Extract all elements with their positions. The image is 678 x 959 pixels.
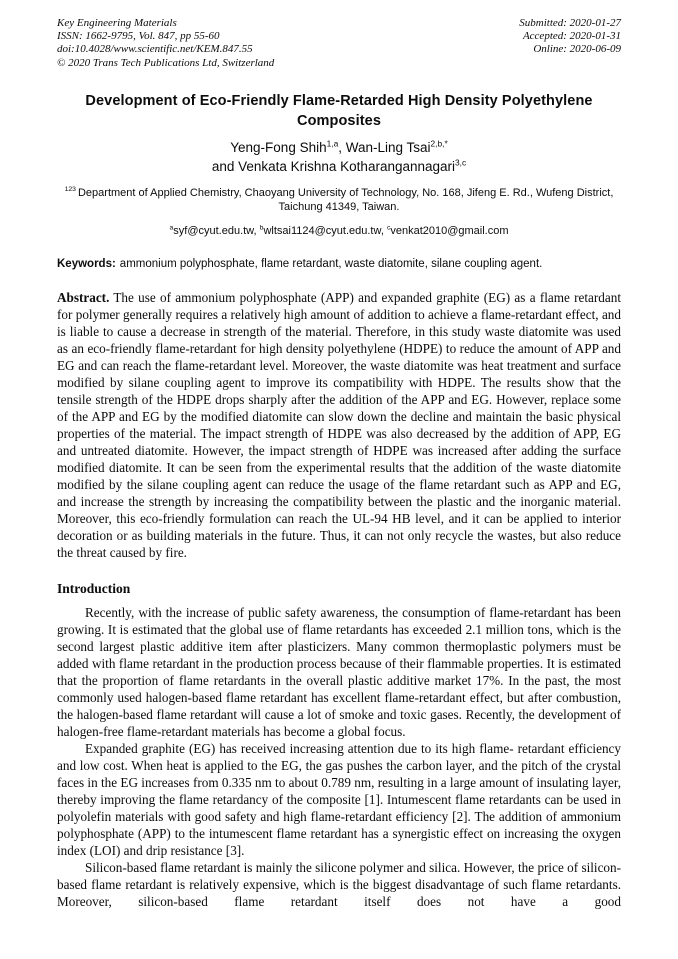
author-2: Wan-Ling Tsai: [345, 139, 431, 155]
journal-copyright: © 2020 Trans Tech Publications Ltd, Switzerland: [57, 56, 275, 69]
journal-name: Key Engineering Materials: [57, 17, 177, 29]
email-3: venkat2010@gmail.com: [390, 224, 509, 237]
affiliation: [57, 186, 621, 215]
introduction-paragraph-3: Silicon-based flame retardant is mainly the silicone polymer and silica. However, the price of silicon-based flame retardant is relatively expensive, which is the biggest disadvantage of such flame retardants. Moreover, silicon-based flame retardant itself does not have a good: [57, 859, 621, 909]
keywords-text: ammonium polyphosphate, flame retardant, waste diatomite, silane coupling agent.: [119, 257, 543, 270]
email-line: [57, 224, 621, 238]
author-3: and Venkata Krishna Kotharangannagari: [211, 158, 456, 174]
author-2-superscript: 2,b,*: [430, 138, 448, 149]
journal-doi: doi:10.4028/www.scientific.net/KEM.847.55: [57, 43, 253, 56]
abstract-paragraph: [57, 289, 621, 561]
online-date: Online: 2020-06-09: [533, 43, 621, 56]
author-3-superscript: 3,c: [455, 157, 467, 168]
keywords-line: [57, 257, 621, 272]
authors-line-2: [57, 157, 621, 176]
email-2-superscript: b: [259, 224, 264, 232]
section-heading-introduction: Introduction: [57, 580, 131, 596]
journal-issn-volume: ISSN: 1662-9795, Vol. 847, pp 55-60: [57, 30, 220, 43]
affiliation-superscript: 123: [64, 186, 76, 194]
introduction-paragraph-1: Recently, with the increase of public safety awareness, the consumption of flame-retardant has been growing. It is estimated that the global use of flame retardants has exceeded 2.1 million tons, which is the second largest plastic additive item after plasticizers. Many common thermoplastic polymers must be added with flame retardant in the production process because of their flammable properties. It is estimated that the proportion of flame retardants in the overall plastic additive market 17%. In the past, the most commonly used halogen-based flame retardant has excellent flame-retardant effect, but after combustion, the halogen-based flame retardant will cause a lot of smoke and toxic gases. Recently, the development of halogen-free flame-retardant materials has become a global focus.: [57, 604, 621, 739]
accepted-date: Accepted: 2020-01-31: [522, 30, 621, 43]
authors-block: [57, 138, 621, 176]
email-1: syf@cyut.edu.tw: [173, 224, 254, 237]
abstract-text: The use of ammonium polyphosphate (APP) and expanded graphite (EG) as a flame retardant for polymer generally requires a relatively high amount of addition to achieve a flame-retardant effect, and is liable to cause a decrease in strength of the material. Therefore, in this study waste diatomite was used as an eco-friendly flame-retardant for high density polyethylene (HDPE) to reduce the amount of APP and EG and can reach the flame-retardant level. Moreover, the waste diatomite was heat treatment and surface modified by silane coupling agent to improve its compatibility with HDPE. The results show that the tensile strength of the HDPE drops sharply after the addition of the APP and EG. However, replace some of the APP and EG by the modified diatomite can slow down the decline and maintain the basic physical properties of the material. The impact strength of HDPE was also decreased by the addition of APP, EG and untreated diatomite. However, the impact strength of HDPE was increased after adding the surface modified diatomite. It can be seen from the experimental results that the addition of the waste diatomite modified by the silane coupling agent can reduce the usage of the flame retardant such as APP and EG, and increase the strength by increasing the compatibility between the plastic and the inorganic material. Moreover, this eco-friendly formulation can reach the UL-94 HB level, and it can be applied to interior decoration or as building materials in the future. Thus, it can not only recycle the wastes, but also reduce the threat caused by fire.: [57, 289, 621, 560]
email-3-superscript: c: [386, 224, 391, 232]
keywords-label: Keywords:: [57, 257, 116, 270]
submitted-date: Submitted: 2020-01-27: [519, 17, 621, 29]
email-separator-2: ,: [380, 224, 387, 237]
email-1-superscript: a: [169, 224, 174, 232]
submission-dates: [519, 17, 621, 70]
author-1-superscript: 1,a: [326, 138, 339, 149]
introduction-paragraph-2: Expanded graphite (EG) has received increasing attention due to its high flame- retardant efficiency and low cost. When heat is applied to the EG, the gas pushes the carbon layer, and the pitch of the crystal faces in the EG increases from 0.335 nm to about 0.789 nm, resulting in a large amount of insulating layer, thereby improving the flame retardancy of the composite [1]. Intumescent flame retardants can be used in polyolefin materials with good safety and high flame-retardant efficiency [2]. The addition of ammonium polyphosphate (APP) to the intumescent flame retardant has a synergistic effect on increasing the oxygen index (LOI) and drip resistance [3].: [57, 740, 621, 858]
author-1: Yeng-Fong Shih: [230, 139, 327, 155]
journal-info: [57, 17, 274, 70]
affiliation-text: Department of Applied Chemistry, Chaoyang University of Technology, No. 168, Jifeng E. Rd., Wufeng District, Taichung 41349, Taiwan.: [77, 186, 614, 214]
abstract-label: Abstract.: [57, 289, 110, 305]
journal-masthead: [57, 17, 621, 70]
paper-title: Development of Eco-Friendly Flame-Retarded High Density Polyethylene Composites: [85, 92, 593, 129]
author-separator: ,: [338, 139, 346, 155]
authors-line-1: [57, 138, 621, 157]
email-separator-1: ,: [253, 224, 260, 237]
email-2: wltsai1124@cyut.edu.tw: [263, 224, 381, 237]
